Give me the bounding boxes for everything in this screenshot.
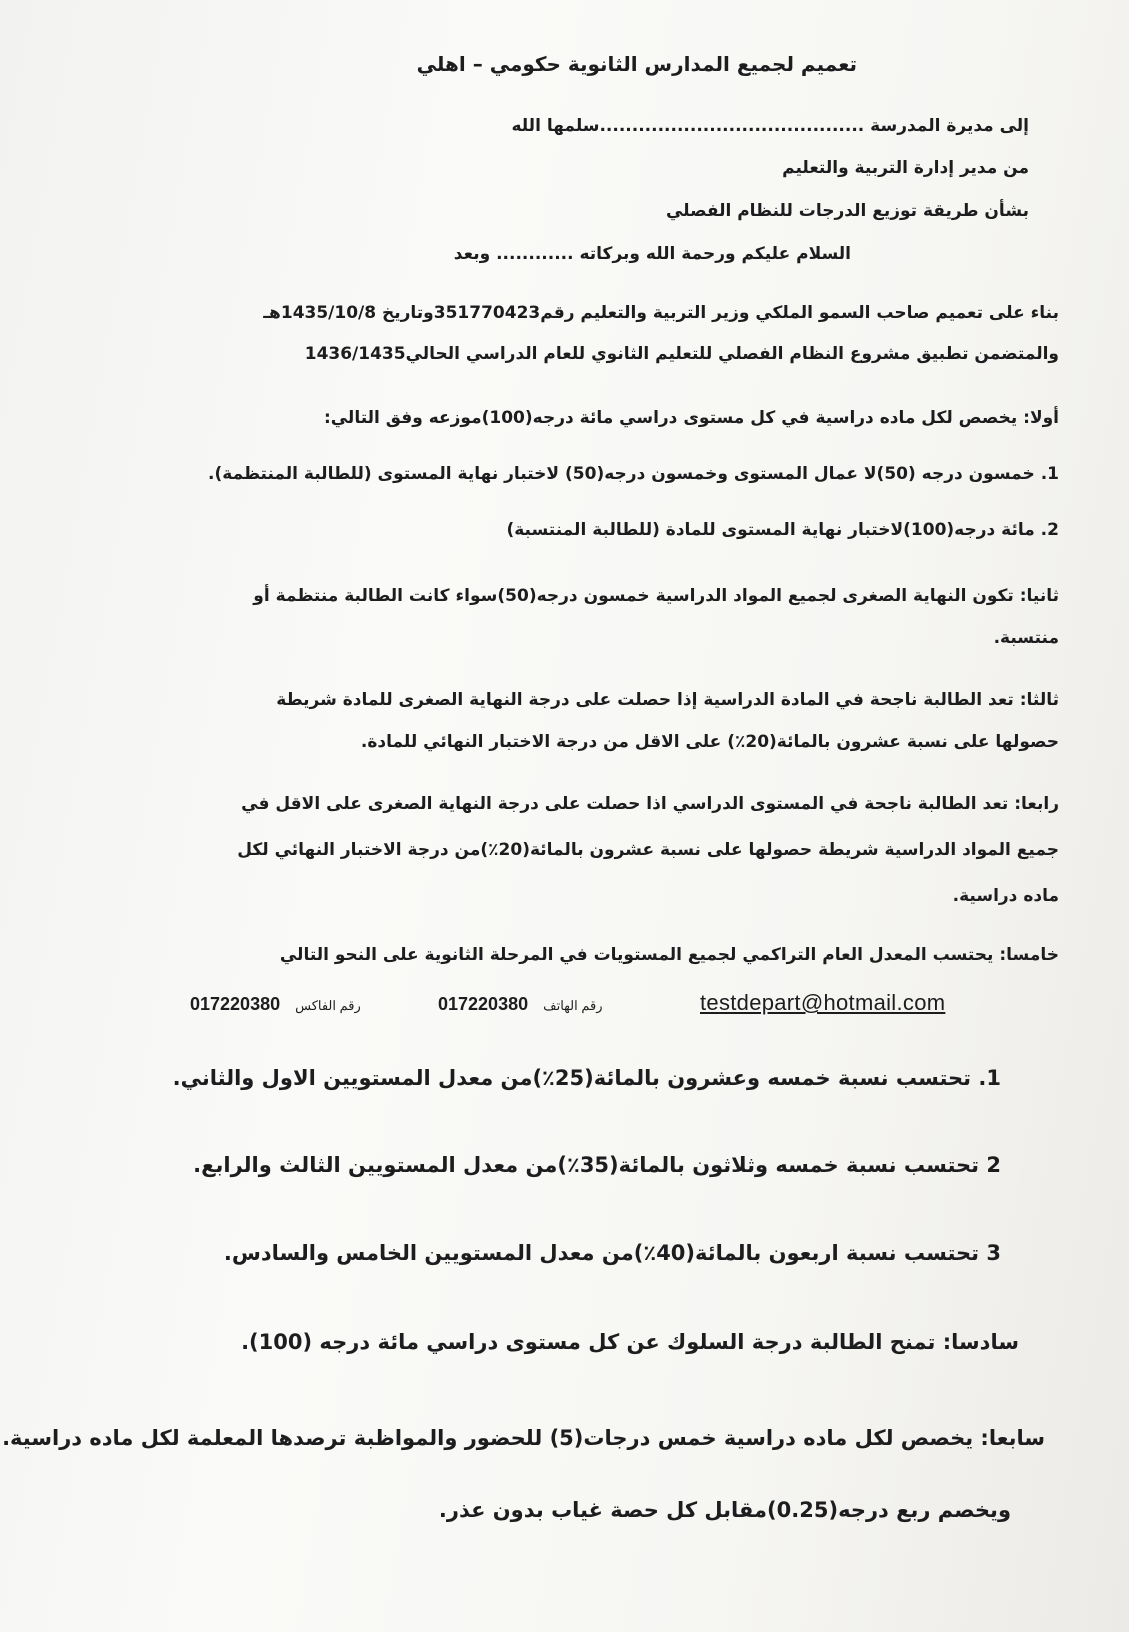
section-fourth-line-3: ماده دراسية. <box>952 886 1059 906</box>
section-second-line-2: منتسبة. <box>993 628 1059 648</box>
section-third-line-1: ثالثا: تعد الطالبة ناجحة في المادة الدراسية إذا حصلت على درجة النهاية الصغرى للمادة شريطة <box>276 690 1059 710</box>
section-seventh-line-2: ويخصم ربع درجه(0.25)مقابل كل حصة غياب بدون عذر. <box>438 1498 1011 1522</box>
section-first-item-1: 1. خمسون درجه (50)لا عمال المستوى وخمسون درجه(50) لاختبار نهاية المستوى (للطالبة المنتظمة). <box>208 464 1059 484</box>
contact-email[interactable]: testdepart@hotmail.com <box>700 990 946 1015</box>
greeting-line: السلام عليكم ورحمة الله وبركاته ............ وبعد <box>453 244 851 264</box>
intro-paragraph-line-1: بناء على تعميم صاحب السمو الملكي وزير التربية والتعليم رقم351770423وتاريخ 1435/10/8هـ <box>263 303 1059 323</box>
section-fourth-line-2: جميع المواد الدراسية شريطة حصولها على نسبة عشرون بالمائة(20٪)من درجة الاختبار النهائي لكل <box>237 840 1059 860</box>
contact-phone <box>438 994 602 1015</box>
section-first-heading: أولا: يخصص لكل ماده دراسية في كل مستوى دراسي مائة درجه(100)موزعه وفق التالي: <box>323 408 1059 428</box>
fax-number: 017220380 <box>190 994 281 1014</box>
section-first-item-2: 2. مائة درجه(100)لاختبار نهاية المستوى للمادة (للطالبة المنتسبة) <box>506 520 1059 540</box>
section-seventh-line-1: سابعا: يخصص لكل ماده دراسية خمس درجات(5) للحضور والمواظبة ترصدها المعلمة لكل ماده دراسية. <box>2 1426 1045 1450</box>
phone-number: 017220380 <box>438 994 529 1014</box>
section-third-line-2: حصولها على نسبة عشرون بالمائة(20٪) على الاقل من درجة الاختبار النهائي للمادة. <box>360 732 1059 752</box>
section-fifth-item-1: 1. تحتسب نسبة خمسه وعشرون بالمائة(25٪)من معدل المستويين الاول والثاني. <box>172 1066 1001 1090</box>
document-title: تعميم لجميع المدارس الثانوية حكومي – اهلي <box>416 52 857 76</box>
recipient-line: إلى مديرة المدرسة .........................................سلمها الله <box>511 116 1029 136</box>
section-sixth: سادسا: تمنح الطالبة درجة السلوك عن كل مستوى دراسي مائة درجه (100). <box>241 1330 1019 1354</box>
contact-fax <box>190 994 361 1015</box>
fax-label: رقم الفاكس <box>295 998 361 1013</box>
section-fourth-line-1: رابعا: تعد الطالبة ناجحة في المستوى الدراسي اذا حصلت على درجة النهاية الصغرى على الاقل في <box>241 794 1059 814</box>
sender-line: من مدير إدارة التربية والتعليم <box>782 158 1029 178</box>
section-second-line-1: ثانيا: تكون النهاية الصغرى لجميع المواد الدراسية خمسون درجه(50)سواء كانت الطالبة منتظمة أو <box>253 586 1059 606</box>
section-fifth-item-2: 2 تحتسب نسبة خمسه وثلاثون بالمائة(35٪)من معدل المستويين الثالث والرابع. <box>193 1153 1001 1177</box>
section-fifth-heading: خامسا: يحتسب المعدل العام التراكمي لجميع المستويات في المرحلة الثانوية على النحو التالي <box>279 945 1059 965</box>
phone-label: رقم الهاتف <box>543 998 603 1013</box>
subject-line: بشأن طريقة توزيع الدرجات للنظام الفصلي <box>665 201 1029 221</box>
section-fifth-item-3: 3 تحتسب نسبة اربعون بالمائة(40٪)من معدل المستويين الخامس والسادس. <box>223 1241 1001 1265</box>
intro-paragraph-line-2: والمتضمن تطبيق مشروع النظام الفصلي للتعليم الثانوي للعام الدراسي الحالي1436/1435 <box>304 344 1059 364</box>
